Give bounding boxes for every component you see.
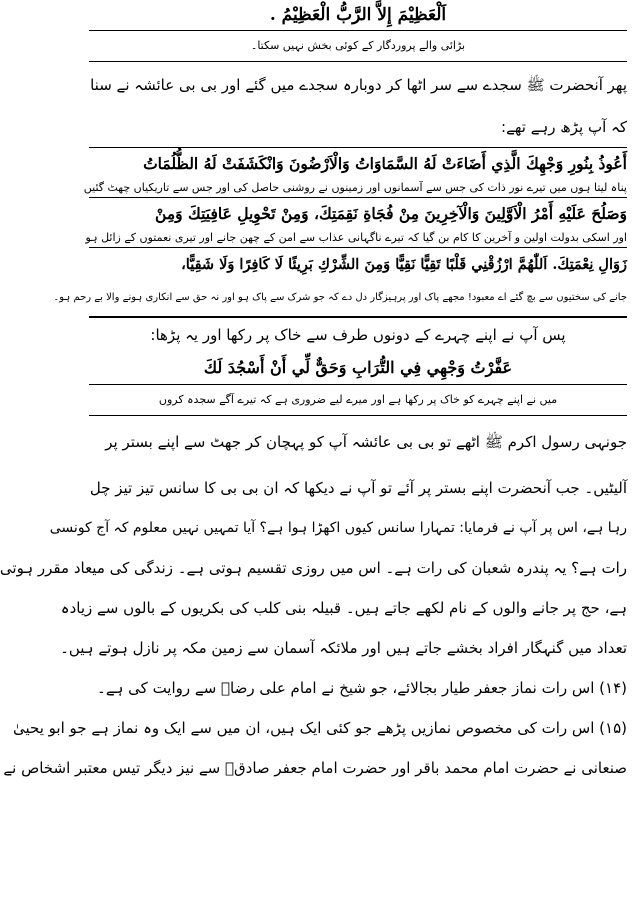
prostration-intro: پس آپ نے اپنے چہرے کے دونوں طرف سے خاک پر رکھا اور یہ پڑھا: <box>150 326 566 344</box>
dua-arabic-2: وَصَلُحَ عَلَيْهِ أَمْرُ الْاَوَّلِينَ وَالْآخِرِينَ مِنْ فُجَاةِ نَقِمَتِكَ، وَمِنْ تَحْوِيلِ عَافِيَتِكَ وَمِنْ <box>155 204 627 223</box>
paragraph-line-9: صنعانی نے حضرت امام محمد باقر اور حضرت امام جعفر صادقؑ سے نیز دیگر تیس معتبر اشخاص نے <box>3 759 627 777</box>
paragraph-line-5: ہے، حج پر جانے والوں کے نام لکھے جاتے ہیں۔ قبیلہ بنی کلب کی بکریوں کے بالوں سے زیادہ <box>60 599 627 617</box>
dua-translation-1: پناہ لیتا ہوں میں تیرے نور ذات کی جس سے آسمانوں اور زمینوں نے روشنی حاصل کی اور جس سے تاریکیاں چھٹ گئیں <box>89 180 627 198</box>
dua-arabic-3: زَوَالِ نِعْمَتِكَ. اَللّٰهُمَّ ارْزُقْنِي قَلْبًا تَقِيًّا نَقِيًّا وَمِنَ الشِّرْكِ بَرِيئًا لَا كَافِرًا وَلَا شَقِيًّا، <box>181 256 627 273</box>
paragraph-line-3: رہا ہے، اس پر آپ نے فرمایا: تمہارا سانس کیوں اکھڑا ہوا ہے؟ آیا تمہیں نہیں معلوم کہ آج کونسی <box>49 520 627 536</box>
paragraph-line-8: (۱۵) اس رات کی مخصوص نمازیں پڑھے جو کئی ایک ہیں، ان میں سے ایک وہ نماز ہے جو ابو یحییٰ <box>13 719 627 737</box>
paragraph-line-4: رات ہے؟ یہ پندرہ شعبان کی رات ہے۔ اس میں روزی تقسیم ہوتی ہے۔ زندگی کی میعاد مقرر ہوتی <box>0 559 627 577</box>
paragraph-line-2: آلیٹیں۔ جب آنحضرت اپنے بستر پر آئے تو آپ نے دیکھا کہ ان بی بی کا سانس تیز تیز چل <box>89 479 627 497</box>
arabic-header: اَلْعَظِيْمَ إِلاَّ الرَّبُّ الْعَظِيْمُ . <box>269 5 447 25</box>
paragraph-line-7: (۱۴) اس رات نماز جعفر طیار بجالائے، جو شیخ نے امام علی رضاؑ سے روایت کی ہے۔ <box>97 679 627 697</box>
intro-line-1: پھر آنحضرت ﷺ سجدے سے سر اٹھا کر دوبارہ سجدے میں گئے اور بی بی عائشہ نے سنا <box>90 76 627 94</box>
paragraph-line-1: جونہی رسول اکرم ﷺ اٹھے تو بی بی عائشہ آپ کو پہچان کر جھٹ سے اپنے بستر پر <box>105 433 627 451</box>
paragraph-line-6: تعداد میں گنہگار افراد بخشے جاتے ہیں اور ملائکہ آسمان سے زمین مکہ پر نازل ہوتے ہیں۔ <box>60 639 627 657</box>
dua-translation-3: جانے کی سختیوں سے بچ گئے اے معبود! مجھے پاک اور پرہیزگار دل دے کہ جو شرک سے پاک ہو اور نہ حق سے انکاری ہونے والا بے رحم ہو۔ <box>89 282 627 318</box>
dua-translation-2: اور اسکی بدولت اولین و آخرین کا کام بن گیا کہ تیرے ناگہانی عذاب سے امن کے چھن جانے اور تیری نعمتوں کے زائل ہو <box>89 229 627 248</box>
header-translation: بڑائی والے پروردگار کے کوئی بخش نہیں سکتا۔ <box>89 30 627 62</box>
intro-line-2: کہ آپ پڑھ رہے تھے: <box>89 108 627 148</box>
prostration-arabic: عَفَّرْتُ وَجْهِي فِي التُّرَابِ وَحَقٌّ لِّي أَنْ أَسْجُدَ لَكَ <box>203 358 513 377</box>
prostration-translation-1: میں نے اپنے چہرے کو خاک پر رکھا ہے اور میرے لیے ضروری ہے کہ تیرے آگے سجدہ کروں <box>89 384 627 416</box>
dua-arabic-1: أَعُوذُ بِنُورِ وَجْهِكَ الَّذِي أَضَاءَتْ لَهُ السَّمَاوَاتُ وَالْاَرْضُونَ وَانْكَشَفَتْ لَهُ الظُّلُمَاتُ <box>143 154 627 173</box>
